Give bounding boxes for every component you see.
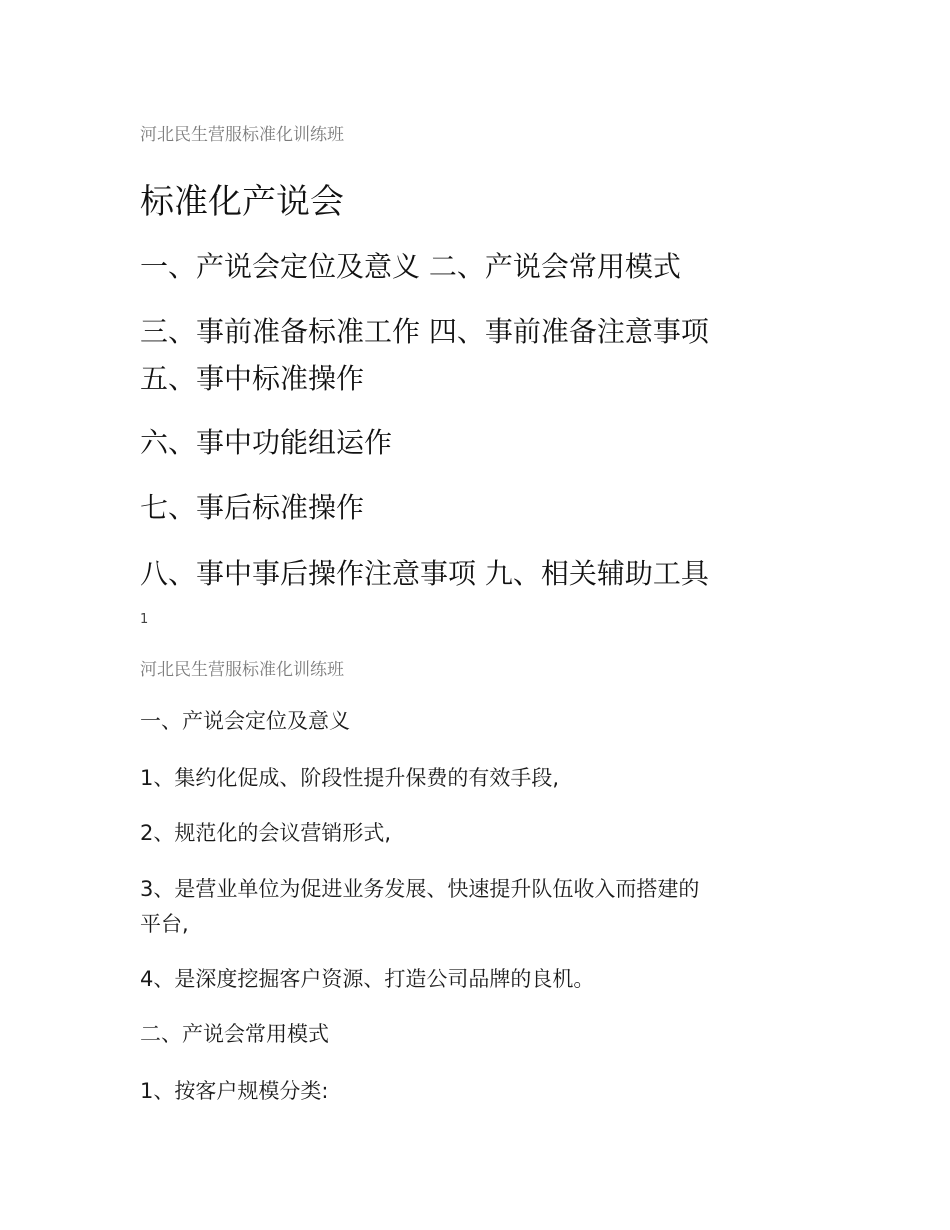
toc-line: 三、事前准备标准工作 四、事前准备注意事项: [140, 315, 709, 348]
toc-line: 七、事后标准操作: [140, 491, 365, 524]
running-header: 河北民生营服标准化训练班: [140, 660, 344, 680]
toc-line: 五、事中标准操作: [140, 362, 365, 395]
paragraph: 4、是深度挖掘客户资源、打造公司品牌的良机。: [140, 967, 595, 991]
paragraph-continuation: 平台,: [140, 912, 189, 936]
toc-line: 六、事中功能组运作: [140, 426, 393, 459]
document-title: 标准化产说会: [140, 182, 344, 222]
page-number: 1: [140, 612, 149, 627]
paragraph: 3、是营业单位为促进业务发展、快速提升队伍收入而搭建的: [140, 877, 700, 901]
running-header: 河北民生营服标准化训练班: [140, 125, 344, 145]
section-heading: 二、产说会常用模式: [140, 1022, 329, 1046]
paragraph: 1、集约化促成、阶段性提升保费的有效手段,: [140, 766, 560, 790]
paragraph: 1、按客户规模分类:: [140, 1079, 329, 1103]
toc-line: 八、事中事后操作注意事项 九、相关辅助工具: [140, 557, 709, 590]
section-heading: 一、产说会定位及意义: [140, 709, 350, 733]
paragraph: 2、规范化的会议营销形式,: [140, 821, 392, 845]
toc-line: 一、产说会定位及意义 二、产说会常用模式: [140, 250, 681, 283]
